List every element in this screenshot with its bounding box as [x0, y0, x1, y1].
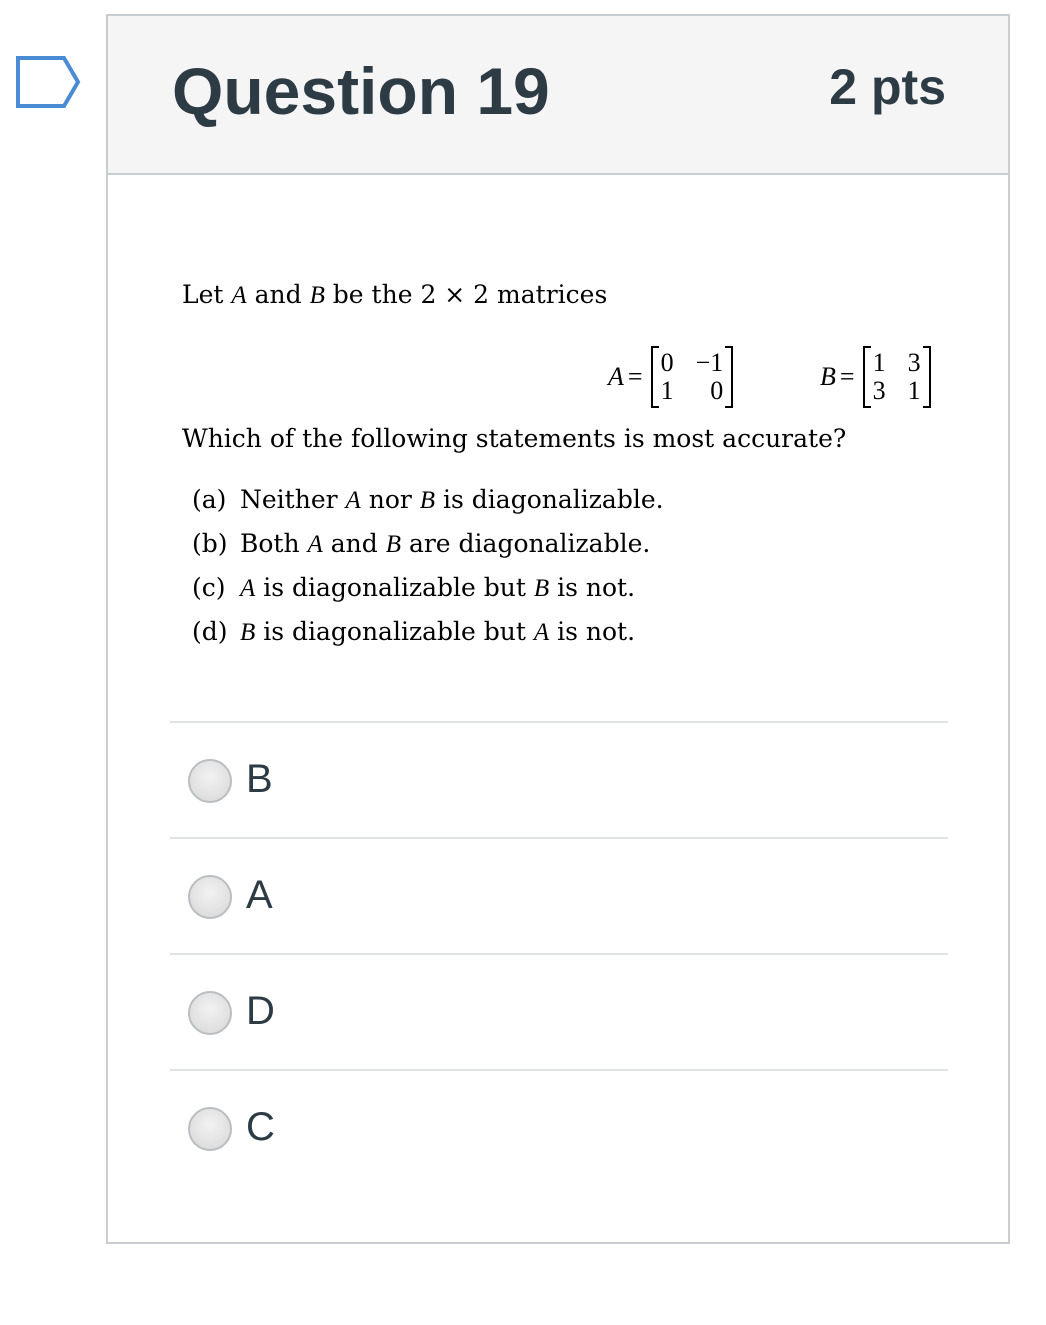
bookmark-flag-icon[interactable]: [14, 54, 82, 110]
statement-a: (a) Neither A nor B is diagonalizable.: [192, 485, 664, 514]
answer-options: [170, 721, 948, 1185]
matrix-a-grid: [651, 346, 734, 408]
matrix-b: B = 1 3 3 1: [820, 334, 931, 420]
statement-list: [192, 478, 664, 654]
statement-d: (d) B is diagonalizable but A is not.: [192, 617, 636, 646]
radio-button[interactable]: [188, 991, 232, 1035]
radio-button[interactable]: [188, 875, 232, 919]
answer-option-d[interactable]: [170, 953, 948, 1069]
matrix-cell: 1: [660, 376, 674, 405]
answer-option-b[interactable]: [170, 721, 948, 837]
matrix-cell: 0: [710, 376, 724, 405]
matrix-cell: 1: [907, 376, 921, 405]
matrix-cell: 3: [907, 348, 921, 377]
matrix-cell: 0: [660, 348, 674, 377]
answer-option-a[interactable]: [170, 837, 948, 953]
matrix-b-grid: [863, 346, 931, 408]
matrix-cell: 1: [872, 348, 886, 377]
radio-button[interactable]: [188, 759, 232, 803]
statement-b: (b) Both A and B are diagonalizable.: [192, 529, 651, 558]
matrix-cell: 3: [872, 376, 886, 405]
answer-label[interactable]: C: [246, 1105, 275, 1149]
question-header: [108, 16, 1008, 175]
radio-button[interactable]: [188, 1107, 232, 1151]
question-title: Question 19: [172, 54, 550, 128]
question-intro: Let A and B be the 2 × 2 matrices: [182, 280, 608, 309]
answer-label[interactable]: B: [246, 757, 273, 801]
matrix-a: A = 0 −1 1 0: [608, 334, 733, 420]
question-points: 2 pts: [829, 59, 946, 115]
question-card: [106, 14, 1010, 1244]
statement-c: (c) A is diagonalizable but B is not.: [192, 573, 636, 602]
question-prompt: Which of the following statements is most accurate?: [182, 424, 847, 453]
answer-label[interactable]: A: [246, 873, 273, 917]
matrix-cell: −1: [695, 348, 724, 377]
answer-label[interactable]: D: [246, 989, 275, 1033]
answer-option-c[interactable]: [170, 1069, 948, 1185]
